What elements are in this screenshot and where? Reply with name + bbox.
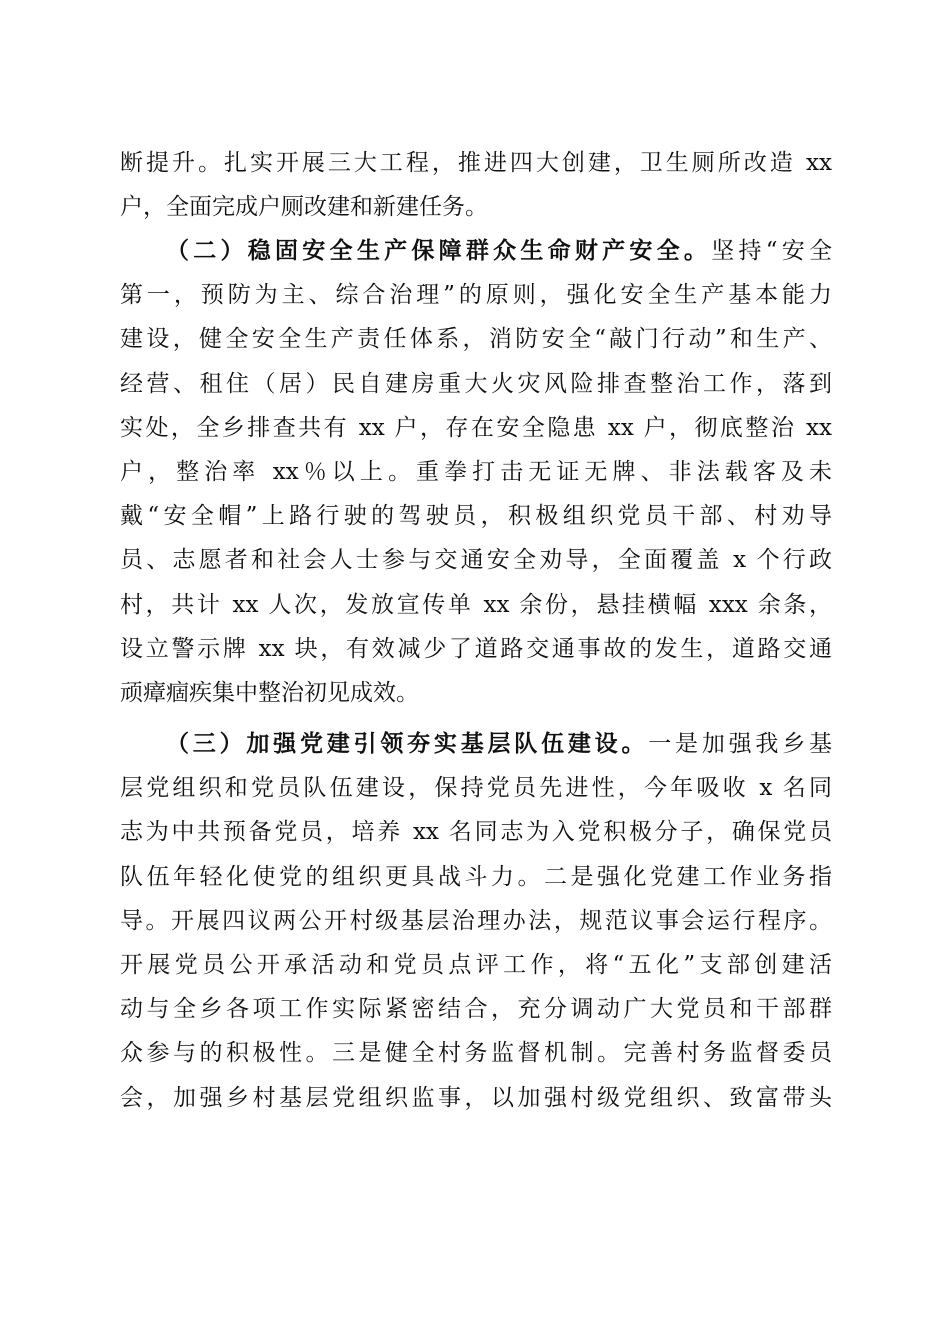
text-line-content: 导。开展四议两公开村级基层治理办法，规范议事会运行程序。 — [120, 907, 832, 934]
text-line — [120, 987, 832, 1031]
text-line — [120, 899, 832, 943]
text-line-content: 村，共计 xx 人次，发放宣传单 xx 余份，悬挂横幅 xxx 余条， — [120, 591, 832, 618]
paragraph-2 — [120, 229, 832, 715]
text-line — [120, 855, 832, 899]
text-line-content: 动与全乡各项工作实际紧密结合，充分调动广大党员和干部群 — [120, 996, 832, 1023]
text-line — [120, 583, 832, 627]
section-heading: （二）稳固安全生产保障群众生命财产安全。 — [166, 237, 712, 264]
text-line — [120, 627, 832, 671]
text-line — [120, 766, 832, 810]
text-run: 一是加强我乡基 — [648, 731, 833, 757]
text-line-content — [120, 229, 832, 273]
paragraph-3 — [120, 722, 832, 1120]
text-line — [120, 362, 832, 406]
text-line — [120, 229, 832, 273]
text-line-content: 开展党员公开承活动和党员点评工作，将“五化”支部创建活 — [120, 951, 832, 978]
text-line-content: 实处，全乡排查共有 xx 户，存在安全隐患 xx 户，彻底整治 xx — [120, 414, 832, 441]
text-line — [120, 1031, 832, 1075]
text-line — [120, 317, 832, 361]
text-line-content: 队伍年轻化使党的组织更具战斗力。二是强化党建工作业务指 — [120, 863, 832, 890]
text-line-content: 层党组织和党员队伍建设，保持党员先进性，今年吸收 x 名同 — [120, 775, 832, 802]
text-line — [120, 185, 832, 229]
text-line-content: 户，整治率 xx％以上。重拳打击无证无牌、非法载客及未 — [120, 458, 832, 485]
text-line-content — [120, 722, 832, 766]
text-line — [120, 494, 832, 538]
text-line-content: 众参与的积极性。三是健全村务监督机制。完善村务监督委员 — [120, 1040, 832, 1067]
text-line-content: 户，全面完成户厕改建和新建任务。 — [120, 194, 488, 221]
paragraph-1 — [120, 141, 832, 229]
text-line-content: 会，加强乡村基层党组织监事，以加强村级党组织、致富带头 — [120, 1084, 832, 1111]
text-line — [120, 538, 832, 582]
section-heading: （三）加强党建引领夯实基层队伍建设。 — [166, 730, 649, 757]
text-line — [120, 943, 832, 987]
text-line — [120, 810, 832, 854]
text-line — [120, 450, 832, 494]
text-line — [120, 141, 832, 185]
text-line — [120, 273, 832, 317]
text-line-content: 断提升。扎实开展三大工程，推进四大创建，卫生厕所改造 xx — [120, 150, 832, 176]
text-line — [120, 671, 832, 715]
text-line-content: 员、志愿者和社会人士参与交通安全劝导，全面覆盖 x 个行政 — [120, 547, 832, 574]
text-line-content: 建设，健全安全生产责任体系，消防安全“敲门行动”和生产、 — [120, 326, 832, 353]
text-line-content: 设立警示牌 xx 块，有效减少了道路交通事故的发生，道路交通 — [120, 635, 832, 662]
text-line-content: 经营、租住（居）民自建房重大火灾风险排查整治工作，落到 — [120, 370, 832, 397]
text-line-content: 第一，预防为主、综合治理”的原则，强化安全生产基本能力 — [120, 282, 832, 309]
text-line-content: 志为中共预备党员，培养 xx 名同志为入党积极分子，确保党员 — [120, 819, 832, 846]
text-run: 坚持“安全 — [711, 238, 833, 264]
text-line — [120, 1076, 832, 1120]
text-line — [120, 406, 832, 450]
text-line-content: 顽瘴痼疾集中整治初见成效。 — [120, 679, 419, 706]
text-line — [120, 722, 832, 766]
text-line-content: 戴“安全帽”上路行驶的驾驶员，积极组织党员干部、村劝导 — [120, 503, 832, 530]
